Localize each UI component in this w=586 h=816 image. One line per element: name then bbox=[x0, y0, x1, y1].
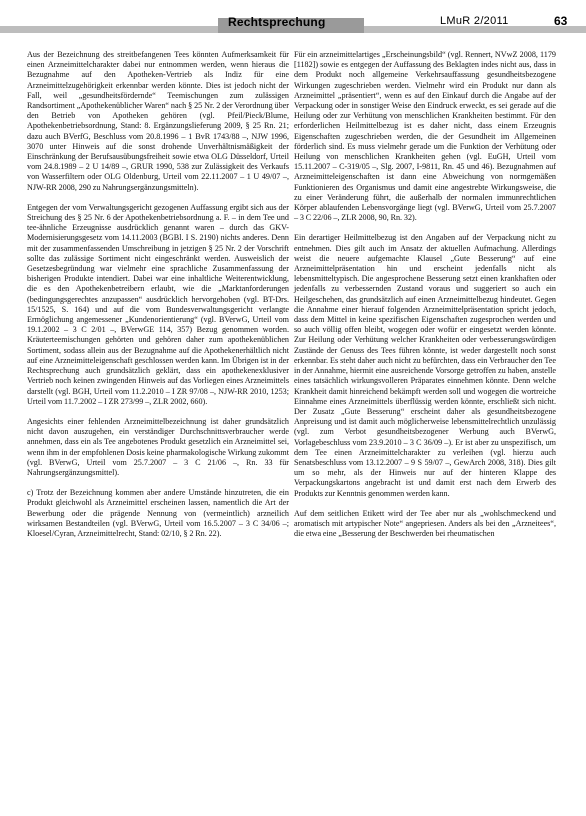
section-title: Rechtsprechung bbox=[228, 15, 326, 29]
paragraph: Auf dem seitlichen Etikett wird der Tee aber nur als „wohlschmeckend und aromatisch mit artypischer Note“ angepriesen. Anders als bei den „Arzneitees“, die etwa eine „Besserung der Beschwerden bei rheumatischen bbox=[294, 508, 556, 539]
paragraph: Angesichts einer fehlenden Arzneimittelbezeichnung ist daher grundsätzlich nicht davon auszugehen, ein verständiger Durchschnittsverbraucher werde annehmen, dass ein als Tee angebotenes Produkt gesetzlich ein Arzneimittel sei, wenn ihm in der empfohlenen Dosis keine pharmakologische Wirkung zukommt (vgl. BVerwG, Urteil vom 25.7.2007 – 3 C 21/06 –, Rn. 33 für Nahrungsergänzungsmittel). bbox=[27, 416, 289, 477]
journal-issue: LMuR 2/2011 bbox=[440, 15, 509, 27]
right-column bbox=[294, 50, 556, 549]
paragraph: Ein derartiger Heilmittelbezug ist den Angaben auf der Verpackung nicht zu entnehmen. Dies gilt auch im Ansatz der aktuellen Aufmachung. Allerdings weist die neuere aufgemachte Klausel „Gute Besserung“ auf eine Arzneimittelpräsentation hin und erscheint jedenfalls nicht als lebensmitteltypisch. Die angesprochene Besserung setzt einen krankhaften oder jedenfalls zu verbessernden Zustand voraus und suggeriert so auch ein Heilgeschehen, das grundsätzlich auf einen Arzneimittelbezug hindeutet. Gegen die Annahme einer hierauf folgenden Arzneimittelpräsentation spricht jedoch, dass dem Mittel in keine spezifischen Eigenschaften zugesprochen werden und so auch völlig offen bleibt, wogegen oder wofür er eingesetzt werden könnte. Zur Heilung oder Verhütung welcher Krankheiten oder verbesserungswürdigen Zustände der Genuss des Tees führen könnte, ist weder dargestellt noch sonst erkennbar. Es steht daher auch nicht zu befürchten, dass ein Verbraucher den Tee in der Annahme, hiermit eine ausreichende Vorsorge getroffen zu haben, anstelle eines tatsächlich wirkungsvolleren Präparates einnehmen könnte. Denn welche Krankheit damit hinreichend bekämpft werden soll und wogegen die wortreiche Einnahme eines Arzneimittels überflüssig werden könnte, erschließt sich nicht. Der Zusatz „Gute Besserung“ erscheint daher als gesundheitsbezogene Anpreisung und ist damit auch möglicherweise lebensmittelrechtlich unzulässig (vgl. zum Verbot gesundheitsbezogener Werbung auch BVerwG, Vorlagebeschluss vom 23.9.2010 – 3 C 36/09 –). Er ist aber zu unspezifisch, um dem Tee einen Arzneimittelcharakter zu verleihen (vgl. hierzu auch Senatsbeschluss vom 13.12.2007 – 9 S 59/07 –, GewArch 2008, 318). Dies gilt um so mehr, als der Hinweis nur auf der hinteren Klappe des Verpackungskartons angebracht ist und damit erst nach dem Erwerb des Produkts zur Kenntnis genommen werden kann. bbox=[294, 233, 556, 498]
paragraph: c) Trotz der Bezeichnung kommen aber andere Umstände hinzutreten, die ein Produkt gleichwohl als Arzneimittel erscheinen lassen, namentlich die Art der Bewerbung oder die prägende Nennung von (vermeintlich) arzneilich wirksamen Bestandteilen (vgl. BVerwG, Urteil vom 16.5.2007 – 3 C 34/06 –; Kloesel/Cyran, Arzneimittelrecht, Stand: 02/10, § 2 Rn. 22). bbox=[27, 488, 289, 538]
page-number: 63 bbox=[554, 14, 568, 28]
left-column bbox=[27, 50, 289, 549]
paragraph: Aus der Bezeichnung des streitbefangenen Tees könnten Aufmerksamkeit für einen Arzneimittelcharakter dabei nur entnommen werden, wenn hieraus die Bezugnahme auf den Apotheken-Vertrieb als Indiz für eine Arzneimittelzugehörigkeit erkennbar werden könnte. Dies ist jedoch nicht der Fall, weil „gesundheitsfördernde“ Teemischungen zum zulässigen Randsortiment „Apothekenüblicher Waren“ nach § 25 Nr. 2 der Verordnung über den Betrieb von Apotheken gehören (vgl. Pfeil/Pieck/Blume, Apothekenbetriebsordnung, Stand: 8. Ergänzungslieferung 2009, § 25 Rn. 21; dazu auch BVerfG, Beschluss vom 20.8.1996 – 1 BvR 1743/88 –, NJW 1996, 3070 unter Hinweis auf die sonst drohende Unverhältnismäßigkeit der Einschränkung der Berufsausübungsfreiheit sowie etwa OLG Düsseldorf, Urteil vom 24.8.1989 – 2 U 14/89 –, GRUR 1990, 538 zur Zulässigkeit des Verkaufs von Wasserfiltern oder OLG Oldenburg, Urteil vom 22.11.2007 – 1 U 49/07 –, NJW-RR 2008, 290 zu Nahrungsergänzungsmitteln). bbox=[27, 50, 289, 192]
page-header bbox=[0, 0, 586, 36]
paragraph: Entgegen der vom Verwaltungsgericht gezogenen Auffassung ergibt sich aus der Streichung des § 25 Nr. 6 der Apothekenbetriebsordnung a. F. – in dem Tee und tee-ähnliche Erzeugnisse ausdrücklich genannt waren – durch das GKV-Modernisierungsgesetz vom 14.11.2003 (BGBl. I S. 2190) nichts anderes. Denn mit der zusammenfassenden Umschreibung in jetzigen § 25 Nr. 2 der Vorschrift sollte das zulässige Sortiment nicht eingeschränkt werden. Ausweislich der Gesetzesbegründung war vielmehr eine sprachliche Zusammenfassung der bisherigen Produkte intendiert. Dabei war eine inhaltliche Weiterentwicklung, die es den Apothekenbetreibern erlaubt, wie die „Marktanforderungen (bedingungsgerechtes anzupassen“ ausdrücklich hervorgehoben (vgl. BT-Drs. 15/1525, S. 164) und auf die vom Bundesverwaltungsgericht verlangte Ermöglichung angemessener „Kundenorientierung“ (vgl. BVerwG, Urteil vom 19.1.2002 – 3 C 2/01 –, BVerwGE 114, 357) Bezug genommen worden. Kräuterteemischungen gehörten und gehören daher zum apothekenüblichen Sortiment, sodass allein aus der Bezugnahme auf die Apothekenerhältlich nicht auf eine Arzneimitteleigenschaft geschlossen werden kann. Im Übrigen ist in der Rechtsprechung auch grundsätzlich geklärt, dass ein apothekenexklusiver Vertrieb noch keinen zwingenden Hinweis auf das Vorliegen eines Arzneimittels darstellt (vgl. BGH, Urteil vom 11.2.2010 – I ZR 97/08 –, NJW-RR 2010, 1253; Urteil vom 11.7.2002 – I ZR 273/99 –, ZLR 2002, 660). bbox=[27, 202, 289, 406]
paragraph: Für ein arzneimittelartiges „Erscheinungsbild“ (vgl. Rennert, NVwZ 2008, 1179 [1182]) sowie es entgegen der Auffassung des Beklagten indes nicht aus, dass in dem Produkt noch allgemeine Verkehrsauffassung gesundheitsbezogene Wirkungen zugeschrieben werden. Vielmehr wird ein Produkt nur dann als Arzneimittel „präsentiert“, wenn es auf den Einkauf durch die Angabe auf der Verpackung oder in sonstiger Weise den Eindruck erweckt, es sei gerade auf die Heilung oder zur Verhütung von menschlichen Krankheiten bestimmt. Für den erforderlichen Heilmittelbezug ist es daher nicht, dass einem Erzeugnis Eigenschaften zugeschrieben werden, die der Gesundheit im Allgemeinen förderlich sind. Es muss vielmehr gerade um die Funktion der Verhütung oder Heilung von menschlichen Krankheiten gehen (vgl. EuGH, Urteil vom 15.11.2007 – C-319/05 –, Slg. 2007, I-9811, Rn. 45 und 46). Bezugnahmen auf Arzneimitteleigenschaften ist dann eine Abweichung von normgemäßen Funktionieren des Organismus und damit eine angestrebte Wirkungsweise, die zu einer Veränderung führt, die außerhalb der normalen immunrechtlichen Körper ablaufenden Lebensvorgänge liegt (vgl. BVerwG, Urteil vom 25.7.2007 – 3 C 22/06 –, ZLR 2008, 90, Rn. 32). bbox=[294, 50, 556, 223]
